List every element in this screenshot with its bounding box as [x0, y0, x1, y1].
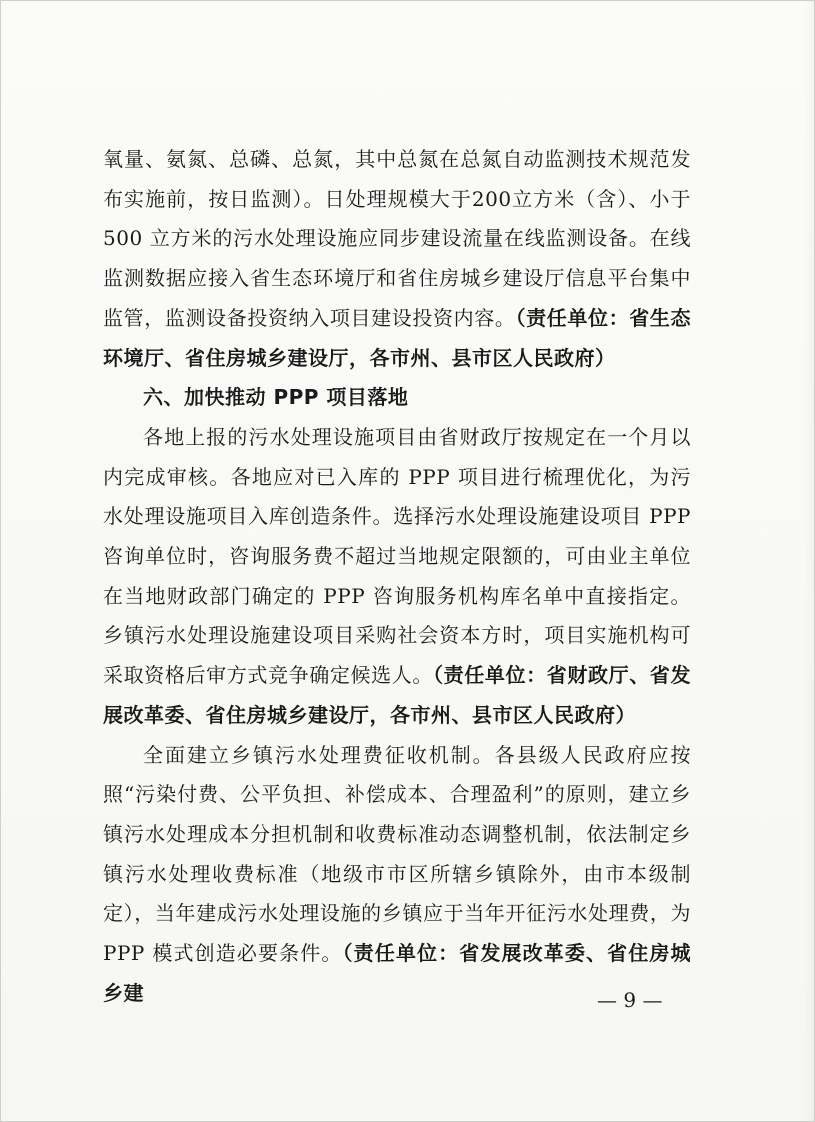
body-text	[103, 140, 691, 1013]
paragraph-fee-mechanism	[103, 736, 691, 1014]
section-heading: 六、加快推动 PPP 项目落地	[143, 385, 409, 410]
paragraph-text: 全面建立乡镇污水处理费征收机制。各县级人民政府应按照“污染付费、公平负担、补偿成本、合理盈利”的原则，建立乡镇污水处理成本分担机制和收费标准动态调整机制，依法制定乡镇污水处理收费标准（地级市市区所辖乡镇除外，由市本级制定），当年建成污水处理设施的乡镇应于当年开征污水处理费，为 PPP 模式创造必要条件。	[103, 742, 691, 966]
responsibility-note: （责任单位：省发展改革委、省住房城乡建	[103, 941, 691, 1005]
page-number: — 9 —	[597, 988, 663, 1012]
paragraph-text: 各地上报的污水处理设施项目由省财政厅按规定在一个月以内完成审核。各地应对已入库的 PPP 项目进行梳理优化，为污水处理设施项目入库创造条件。选择污水处理设施建设项目 PPP 咨询单位时，咨询服务费不超过当地规定限额的，可由业主单位在当地财政部门确定的 PPP 咨询服务机构库名单中直接指定。乡镇污水处理设施建设项目采购社会资本方时，项目实施机构可采取资格后审方式竞争确定候选人。	[103, 424, 691, 688]
responsibility-note: （责任单位：省财政厅、省发展改革委、省住房城乡建设厅，各市州、县市区人民政府）	[103, 663, 691, 727]
paragraph-ppp-review	[103, 418, 691, 736]
paragraph-text: 氧量、氨氮、总磷、总氮，其中总氮在总氮自动监测技术规范发布实施前，按日监测）。日处理规模大于200立方米（含）、小于500 立方米的污水处理设施应同步建设流量在线监测设备。在线监测数据应接入省生态环境厅和省住房城乡建设厅信息平台集中监管，监测设备投资纳入项目建设投资内容。	[103, 147, 691, 330]
responsibility-note: （责任单位：省生态环境厅、省住房城乡建设厅，各市州、县市区人民政府）	[103, 305, 691, 370]
paragraph-monitoring	[103, 140, 691, 378]
